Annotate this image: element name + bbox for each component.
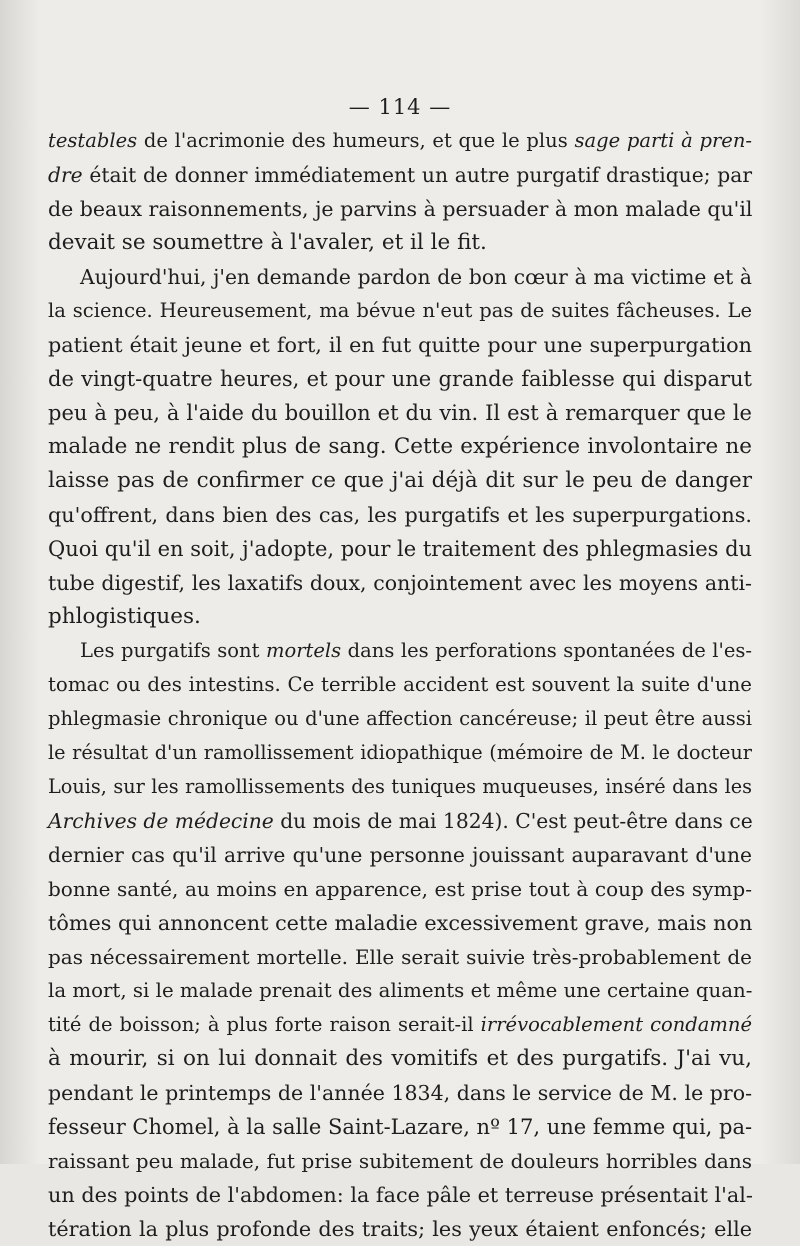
text-run: patient était jeune et fort, il en fut quitte pour une superpurgation bbox=[48, 333, 752, 357]
text-run: un des points de l'abdomen: la face pâle et terreuse présentait l'al- bbox=[48, 1183, 753, 1207]
text-line bbox=[48, 1110, 752, 1144]
text-run: pas nécessairement mortelle. Elle serait suivie très-probablement de bbox=[48, 945, 752, 969]
text-run: Louis, sur les ramollissements des tuniques muqueuses, inséré dans les bbox=[48, 775, 752, 798]
text-run: bonne santé, au moins en apparence, est prise tout à coup des symp- bbox=[48, 877, 752, 901]
page-number: — 114 — bbox=[348, 95, 452, 119]
text-run: tération la plus profonde des traits; les yeux étaient enfoncés; elle bbox=[48, 1217, 752, 1241]
text-line bbox=[48, 600, 752, 634]
italic-text: testables bbox=[48, 129, 138, 152]
text-run: Quoi qu'il en soit, j'adopte, pour le traitement des phlegmasies du bbox=[48, 537, 753, 561]
text-line bbox=[48, 294, 752, 328]
text-line bbox=[48, 634, 752, 668]
text-line bbox=[48, 1076, 752, 1110]
text-line bbox=[48, 192, 752, 226]
text-line bbox=[48, 362, 752, 396]
text-run: à mourir, si on lui donnait des vomitifs et des purgatifs. J'ai vu, bbox=[48, 1046, 752, 1071]
text-line bbox=[48, 1178, 752, 1212]
text-line bbox=[48, 940, 752, 974]
italic-text: dre bbox=[48, 163, 83, 187]
text-line bbox=[48, 566, 752, 600]
text-line bbox=[48, 668, 752, 702]
italic-text: sage parti à pren- bbox=[574, 129, 752, 152]
text-run: malade ne rendit plus de sang. Cette expérience involontaire ne bbox=[48, 434, 752, 459]
text-line bbox=[48, 260, 752, 294]
text-run: du mois de mai 1824). C'est peut-être dans ce bbox=[273, 809, 753, 833]
text-line bbox=[48, 872, 752, 906]
text-run: était de donner immédiatement un autre purgatif drastique; par bbox=[82, 163, 752, 187]
text-line bbox=[48, 124, 752, 158]
text-run: Les purgatifs sont bbox=[80, 639, 266, 662]
italic-text: Archives de médecine bbox=[48, 809, 274, 833]
text-line bbox=[48, 736, 752, 770]
text-line bbox=[48, 226, 752, 260]
text-line bbox=[48, 906, 752, 940]
text-line bbox=[48, 464, 752, 498]
text-run: de l'acrimonie des humeurs, et que le plus bbox=[137, 129, 575, 152]
text-line bbox=[48, 974, 752, 1008]
text-line bbox=[48, 1008, 752, 1042]
text-run: le résultat d'un ramollissement idiopathique (mémoire de M. le docteur bbox=[48, 741, 752, 764]
text-line bbox=[48, 770, 752, 804]
text-line bbox=[48, 702, 752, 736]
text-run: peu à peu, à l'aide du bouillon et du vin. Il est à remarquer que le bbox=[48, 401, 752, 425]
italic-text: irrévocablement condamné bbox=[480, 1013, 753, 1036]
text-run: tube digestif, les laxatifs doux, conjointement avec les moyens anti- bbox=[48, 571, 752, 595]
body-text bbox=[48, 124, 752, 1246]
text-run: de beaux raisonnements, je parvins à persuader à mon malade qu'il bbox=[48, 197, 753, 221]
text-run: la mort, si le malade prenait des aliments et même une certaine quan- bbox=[48, 979, 753, 1002]
text-line bbox=[48, 838, 752, 872]
text-run: laisse pas de confirmer ce que j'ai déjà dit sur le peu de danger bbox=[48, 468, 752, 493]
text-line bbox=[48, 1212, 752, 1246]
text-line bbox=[48, 430, 752, 464]
text-run: phlogistiques. bbox=[48, 604, 201, 629]
text-line bbox=[48, 158, 752, 192]
text-run: tité de boisson; à plus forte raison serait-il bbox=[48, 1013, 481, 1036]
text-run: dernier cas qu'il arrive qu'une personne jouissant auparavant d'une bbox=[48, 843, 752, 867]
text-run: qu'offrent, dans bien des cas, les purgatifs et les superpurgations. bbox=[48, 503, 752, 527]
text-line bbox=[48, 1144, 752, 1178]
text-line bbox=[48, 804, 752, 838]
text-run: Aujourd'hui, j'en demande pardon de bon cœur à ma victime et à bbox=[80, 265, 752, 289]
text-run: tomac ou des intestins. Ce terrible accident est souvent la suite d'une bbox=[48, 673, 752, 696]
text-line bbox=[48, 532, 752, 566]
text-run: dans les perforations spontanées de l'es- bbox=[341, 639, 752, 662]
text-run: la science. Heureusement, ma bévue n'eut pas de suites fâcheuses. Le bbox=[48, 299, 752, 322]
text-run: tômes qui annoncent cette maladie excessivement grave, mais non bbox=[48, 911, 753, 935]
text-line bbox=[48, 396, 752, 430]
text-run: fesseur Chomel, à la salle Saint-Lazare, nº 17, une femme qui, pa- bbox=[48, 1115, 753, 1139]
text-line bbox=[48, 498, 752, 532]
text-run: devait se soumettre à l'avaler, et il le fit. bbox=[48, 230, 487, 255]
text-run: pendant le printemps de l'année 1834, dans le service de M. le pro- bbox=[48, 1081, 752, 1105]
text-run: phlegmasie chronique ou d'une affection cancéreuse; il peut être aussi bbox=[48, 707, 752, 730]
text-run: de vingt-quatre heures, et pour une grande faiblesse qui disparut bbox=[48, 367, 752, 391]
italic-text: mortels bbox=[265, 639, 342, 662]
text-line bbox=[48, 328, 752, 362]
text-run: raissant peu malade, fut prise subitement de douleurs horribles dans bbox=[48, 1149, 752, 1173]
text-line bbox=[48, 1042, 752, 1076]
